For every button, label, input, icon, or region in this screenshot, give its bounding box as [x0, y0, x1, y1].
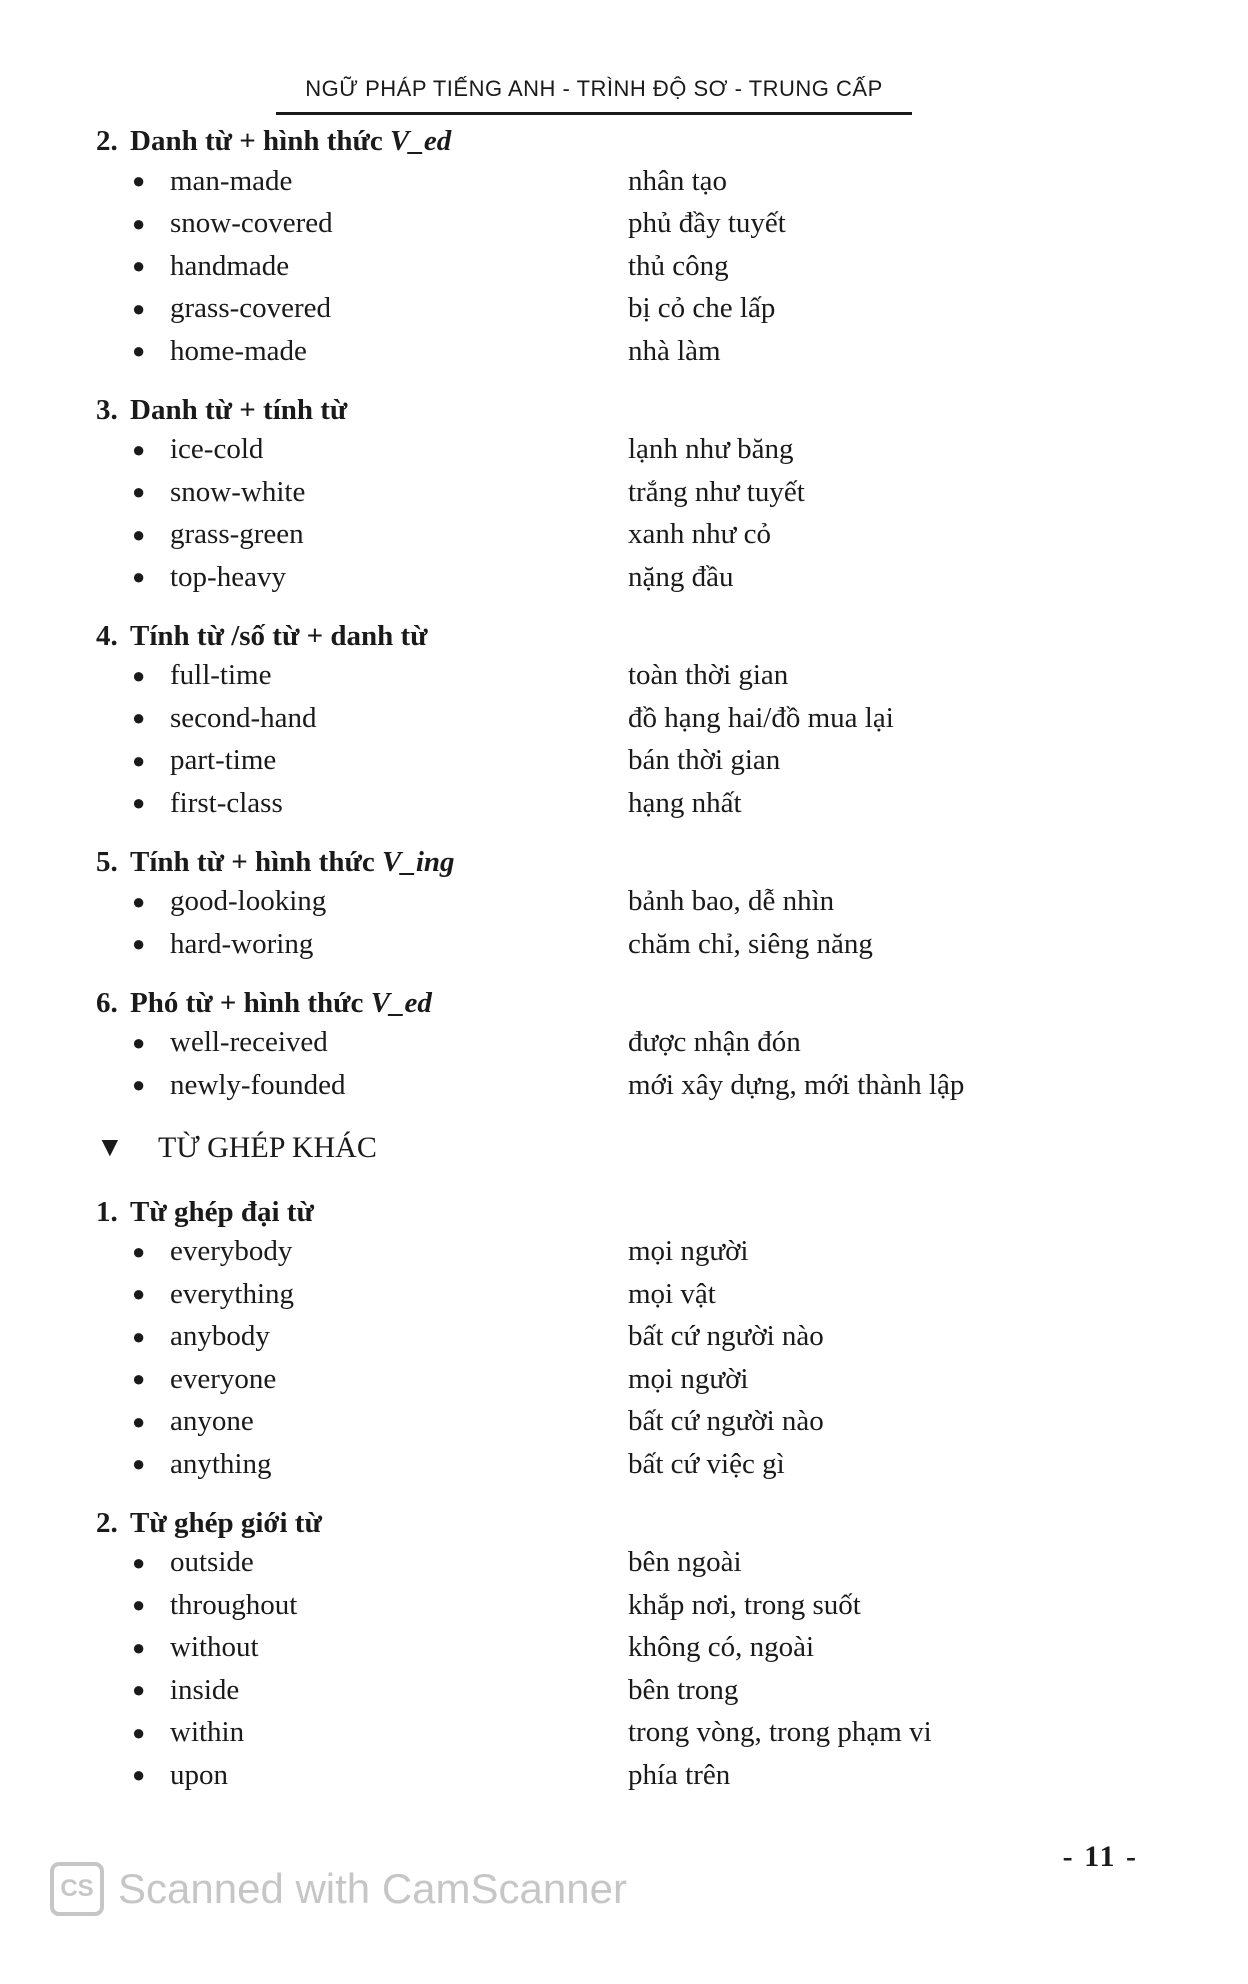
term-meaning: trắng như tuyết [628, 475, 805, 508]
section-title: Phó từ + hình thức [130, 986, 371, 1019]
watermark-text: Scanned with CamScanner [118, 1865, 627, 1912]
list-item [96, 429, 1156, 472]
list-item [96, 1401, 1156, 1444]
section [96, 843, 1156, 966]
term-meaning: được nhận đón [628, 1026, 801, 1059]
list-item [96, 1754, 1156, 1797]
bullet-icon: ● [132, 1549, 146, 1575]
bullet-icon: ● [132, 521, 146, 547]
term-meaning: nhà làm [628, 334, 721, 367]
section-title: Tính từ + hình thức [130, 845, 382, 878]
compound-term: anything [170, 1447, 272, 1480]
compound-term: everything [170, 1277, 295, 1310]
bullet-icon: ● [132, 1451, 146, 1477]
bullet-icon: ● [132, 1408, 146, 1434]
section-number: 3. [96, 393, 118, 426]
compound-term: everybody [170, 1235, 293, 1268]
page-number: - 11 - [1062, 1840, 1138, 1873]
bullet-icon: ● [132, 1281, 146, 1307]
bullet-icon: ● [132, 253, 146, 279]
compound-term: outside [170, 1546, 254, 1579]
term-meaning: mọi người [628, 1235, 749, 1268]
list-item [96, 923, 1156, 966]
term-meaning: chăm chỉ, siêng năng [628, 927, 873, 960]
compound-term: well-received [170, 1026, 328, 1059]
compound-term: grass-green [170, 518, 304, 551]
bullet-icon: ● [132, 790, 146, 816]
list-item [96, 740, 1156, 783]
list-item [96, 556, 1156, 599]
list-item [96, 1584, 1156, 1627]
compound-term: second-hand [170, 701, 317, 734]
bullet-icon: ● [132, 479, 146, 505]
bullet-icon: ● [132, 1677, 146, 1703]
term-meaning: phía trên [628, 1758, 731, 1791]
section-number: 4. [96, 619, 118, 652]
section-title: Từ ghép giới từ [130, 1506, 322, 1539]
compound-term: anyone [170, 1405, 254, 1438]
bullet-icon: ● [132, 564, 146, 590]
bullet-icon: ● [132, 168, 146, 194]
list-item [96, 881, 1156, 924]
section [96, 984, 1156, 1107]
term-meaning: bán thời gian [628, 744, 781, 777]
bullet-icon: ● [132, 210, 146, 236]
bullet-icon: ● [132, 1029, 146, 1055]
compound-term: handmade [170, 249, 290, 282]
compound-term: hard-woring [170, 927, 314, 960]
list-item [96, 1022, 1156, 1065]
section-title: Tính từ /số từ + danh từ [130, 619, 428, 652]
section-heading [96, 617, 1156, 655]
compound-term: throughout [170, 1588, 298, 1621]
bullet-icon: ● [132, 705, 146, 731]
bullet-icon: ● [132, 888, 146, 914]
bullet-icon: ● [132, 931, 146, 957]
bullet-icon: ● [132, 436, 146, 462]
compound-term: within [170, 1716, 245, 1749]
compound-term: full-time [170, 659, 272, 692]
list-item [96, 514, 1156, 557]
camscanner-logo-icon: CS [50, 1862, 104, 1916]
section-heading [96, 1504, 1156, 1542]
compound-term: first-class [170, 786, 283, 819]
triangle-marker-icon: ▼ [96, 1131, 124, 1163]
other-compounds-heading [96, 1125, 1156, 1171]
list-item [96, 330, 1156, 373]
term-meaning: nặng đầu [628, 560, 734, 593]
section-title: Từ ghép đại từ [130, 1195, 314, 1228]
compound-term: good-looking [170, 885, 327, 918]
section-heading [96, 843, 1156, 881]
list-item [96, 1542, 1156, 1585]
section-number: 6. [96, 986, 118, 1019]
term-meaning: khắp nơi, trong suốt [628, 1588, 861, 1621]
term-meaning: bảnh bao, dễ nhìn [628, 885, 835, 918]
list-item [96, 1627, 1156, 1670]
bullet-icon: ● [132, 1592, 146, 1618]
term-meaning: bất cứ người nào [628, 1405, 824, 1438]
camscanner-watermark [50, 1862, 627, 1916]
section-title-italic: V_ed [370, 986, 432, 1019]
bullet-icon: ● [132, 1238, 146, 1264]
term-meaning: hạng nhất [628, 786, 742, 819]
compound-term: newly-founded [170, 1068, 346, 1101]
bullet-icon: ● [132, 1323, 146, 1349]
term-meaning: mới xây dựng, mới thành lập [628, 1068, 965, 1101]
list-item [96, 1064, 1156, 1107]
term-meaning: mọi vật [628, 1277, 716, 1310]
list-item [96, 655, 1156, 698]
compound-term: without [170, 1631, 259, 1664]
compound-adjective-sections [96, 122, 1156, 1107]
bullet-icon: ● [132, 1072, 146, 1098]
section-title-italic: V_ing [382, 845, 455, 878]
section-heading [96, 122, 1156, 160]
list-item [96, 1669, 1156, 1712]
list-item [96, 1358, 1156, 1401]
list-item [96, 203, 1156, 246]
section [96, 391, 1156, 599]
term-meaning: trong vòng, trong phạm vi [628, 1716, 932, 1749]
section-title-italic: V_ed [390, 125, 452, 157]
compound-term: top-heavy [170, 560, 286, 593]
term-meaning: toàn thời gian [628, 659, 789, 692]
section-number: 5. [96, 845, 118, 878]
bullet-icon: ● [132, 1719, 146, 1745]
section-title: Danh từ + tính từ [130, 393, 348, 426]
compound-term: ice-cold [170, 433, 264, 466]
compound-term: home-made [170, 334, 307, 367]
compound-term: grass-covered [170, 292, 332, 325]
list-item [96, 471, 1156, 514]
term-meaning: bên ngoài [628, 1546, 742, 1579]
list-item [96, 1712, 1156, 1755]
bullet-icon: ● [132, 662, 146, 688]
list-item [96, 1443, 1156, 1486]
term-meaning: bên trong [628, 1673, 739, 1706]
list-item [96, 245, 1156, 288]
section-heading [96, 1193, 1156, 1231]
compound-term: everyone [170, 1362, 277, 1395]
bullet-icon: ● [132, 747, 146, 773]
bullet-icon: ● [132, 1634, 146, 1660]
section [96, 1504, 1156, 1797]
term-meaning: bất cứ việc gì [628, 1447, 785, 1480]
list-item [96, 1316, 1156, 1359]
term-meaning: đồ hạng hai/đồ mua lại [628, 701, 894, 734]
compound-term: inside [170, 1673, 240, 1706]
term-meaning: phủ đầy tuyết [628, 207, 786, 240]
section-heading [96, 984, 1156, 1022]
list-item [96, 1231, 1156, 1274]
compound-term: snow-white [170, 475, 306, 508]
list-item [96, 1273, 1156, 1316]
bullet-icon: ● [132, 1366, 146, 1392]
bullet-icon: ● [132, 295, 146, 321]
section-number: 2. [96, 125, 118, 157]
running-header: NGỮ PHÁP TIẾNG ANH - TRÌNH ĐỘ SƠ - TRUNG CẤP [276, 74, 912, 115]
term-meaning: bất cứ người nào [628, 1320, 824, 1353]
term-meaning: nhân tạo [628, 164, 728, 197]
compound-term: man-made [170, 164, 293, 197]
compound-term: part-time [170, 744, 277, 777]
list-item [96, 160, 1156, 203]
section [96, 617, 1156, 825]
compound-term: snow-covered [170, 207, 333, 240]
list-item [96, 697, 1156, 740]
term-meaning: lạnh như băng [628, 433, 794, 466]
section-number: 2. [96, 1506, 118, 1539]
section-title: Danh từ + hình thức [130, 125, 391, 157]
other-compounds-title: TỪ GHÉP KHÁC [158, 1130, 377, 1164]
list-item [96, 782, 1156, 825]
section-heading [96, 391, 1156, 429]
section [96, 122, 1156, 373]
bullet-icon: ● [132, 338, 146, 364]
section [96, 1193, 1156, 1486]
term-meaning: không có, ngoài [628, 1631, 815, 1664]
term-meaning: thủ công [628, 249, 729, 282]
term-meaning: bị cỏ che lấp [628, 292, 776, 325]
list-item [96, 288, 1156, 331]
compound-term: upon [170, 1758, 228, 1791]
term-meaning: mọi người [628, 1362, 749, 1395]
page-content [96, 122, 1156, 1815]
term-meaning: xanh như cỏ [628, 518, 771, 551]
bullet-icon: ● [132, 1762, 146, 1788]
section-number: 1. [96, 1195, 118, 1228]
other-compound-sections [96, 1193, 1156, 1797]
compound-term: anybody [170, 1320, 270, 1353]
